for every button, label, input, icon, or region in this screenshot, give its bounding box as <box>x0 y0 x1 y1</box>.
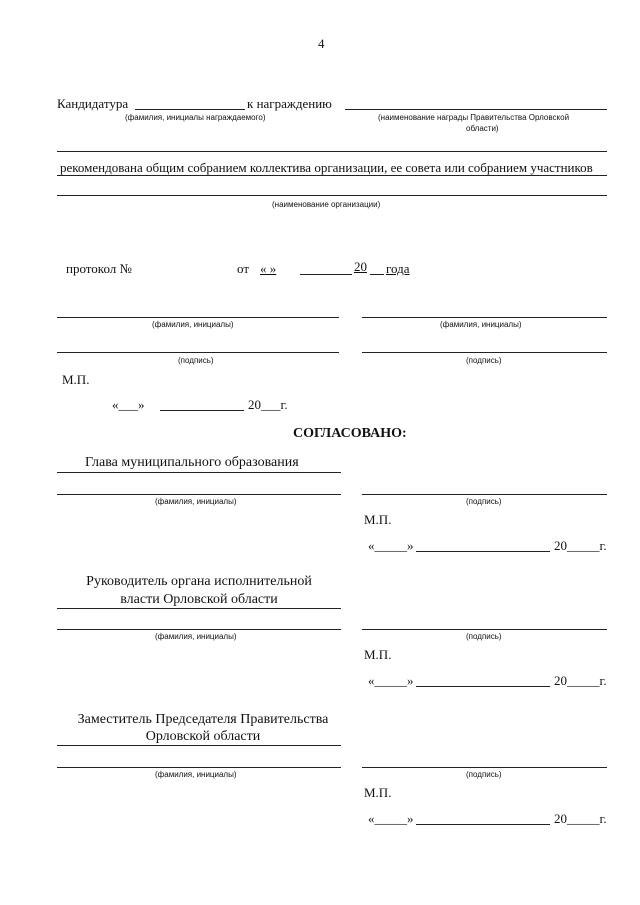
protocol-label: протокол № <box>66 261 132 276</box>
caption-signature-left: (подпись) <box>178 356 214 365</box>
agreed-section-3-date-line[interactable] <box>416 824 550 825</box>
agreed-heading: СОГЛАСОВАНО: <box>293 426 407 441</box>
agreed-section-3-caption-signature: (подпись) <box>466 770 502 779</box>
name-line-right[interactable] <box>362 317 607 318</box>
signature-line-right[interactable] <box>362 352 607 353</box>
agreed-section-2-date-open: «_____» <box>368 673 414 688</box>
agreed-section-1-date-year: 20_____г. <box>554 538 607 553</box>
agreed-section-3-signature-line[interactable] <box>362 767 607 768</box>
agreed-section-1-stamp: М.П. <box>364 512 392 527</box>
candidate-name-line[interactable] <box>135 109 245 110</box>
signature-line-left[interactable] <box>57 352 339 353</box>
agreed-section-2-title-line1: Руководитель органа исполнительной <box>86 574 312 589</box>
agreed-section-1-signature-line[interactable] <box>362 494 607 495</box>
page-number: 4 <box>318 36 325 51</box>
recommended-text: рекомендована общим собранием коллектива организации, ее совета или собранием участников <box>60 160 593 175</box>
candidacy-label: Кандидатура <box>57 96 129 111</box>
protocol-year-label: года <box>386 261 410 276</box>
agreed-section-1-caption-name: (фамилия, инициалы) <box>155 497 237 506</box>
agreed-section-3-title-line1: Заместитель Председателя Правительства <box>77 712 329 727</box>
to-award-label: к награждению <box>247 96 332 111</box>
stamp-label: М.П. <box>62 372 90 387</box>
date-month-line[interactable] <box>160 410 244 411</box>
agreed-section-3-name-line[interactable] <box>57 767 341 768</box>
agreed-section-3-stamp: М.П. <box>364 785 392 800</box>
agreed-section-2-date-line[interactable] <box>416 686 550 687</box>
agreed-section-1-date-line[interactable] <box>416 551 550 552</box>
agreed-section-1-title: Глава муниципального образования <box>85 455 299 470</box>
caption-signature-right: (подпись) <box>466 356 502 365</box>
agreed-section-2-date-year: 20_____г. <box>554 673 607 688</box>
agreed-section-2-caption-signature: (подпись) <box>466 632 502 641</box>
caption-candidate-name: (фамилия, инициалы награждаемого) <box>125 113 266 122</box>
caption-award-name-line2: области) <box>466 124 499 133</box>
agreed-section-2-signature-line[interactable] <box>362 629 607 630</box>
agreed-section-1-title-underline <box>57 472 341 473</box>
date-year: 20___г. <box>248 397 288 412</box>
agreed-section-1-caption-signature: (подпись) <box>466 497 502 506</box>
name-line-left[interactable] <box>57 317 339 318</box>
agreed-section-2-caption-name: (фамилия, инициалы) <box>155 632 237 641</box>
date-open: «___» <box>112 397 145 412</box>
agreed-section-1-name-line[interactable] <box>57 494 341 495</box>
protocol-year-line[interactable] <box>370 274 384 275</box>
agreed-section-2-title-underline <box>57 608 341 609</box>
agreed-section-2-stamp: М.П. <box>364 647 392 662</box>
caption-name-right: (фамилия, инициалы) <box>440 320 522 329</box>
recommended-underline <box>57 175 607 176</box>
agreed-section-3-date-year: 20_____г. <box>554 811 607 826</box>
agreed-section-1-date-open: «_____» <box>368 538 414 553</box>
caption-name-left: (фамилия, инициалы) <box>152 320 234 329</box>
agreed-section-3-title-underline <box>57 745 341 746</box>
blank-line[interactable] <box>57 151 607 152</box>
organization-name-line[interactable] <box>57 195 607 196</box>
protocol-from-label: от <box>237 261 250 276</box>
agreed-section-3-caption-name: (фамилия, инициалы) <box>155 770 237 779</box>
award-name-line[interactable] <box>345 109 607 110</box>
protocol-month-line[interactable] <box>300 274 352 275</box>
protocol-year-prefix: 20 <box>354 259 367 274</box>
agreed-section-3-date-open: «_____» <box>368 811 414 826</box>
caption-award-name-line1: (наименование награды Правительства Орловской <box>378 113 570 122</box>
protocol-date-quotes: « » <box>260 261 277 276</box>
agreed-section-2-name-line[interactable] <box>57 629 341 630</box>
agreed-section-2-title-line2: власти Орловской области <box>120 592 278 607</box>
caption-organization: (наименование организации) <box>272 200 381 209</box>
agreed-section-3-title-line2: Орловской области <box>145 729 261 744</box>
